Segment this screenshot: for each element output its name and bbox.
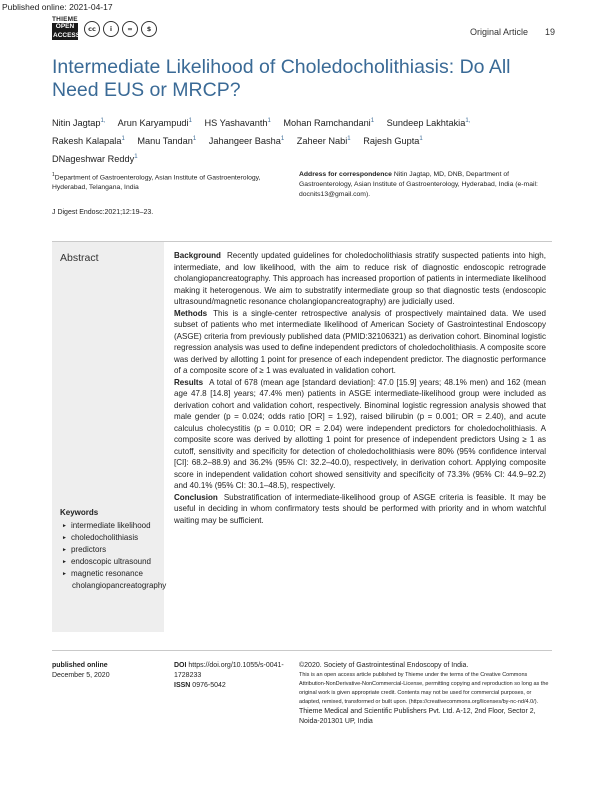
footer-divider: [52, 650, 552, 651]
issn: ISSN 0976-5042: [174, 682, 226, 689]
correspondence-address: [299, 170, 549, 200]
author: Jahangeer Basha$^1$: [208, 136, 285, 147]
abstract-heading: Abstract: [60, 252, 99, 264]
keyword-item: ► predictors: [60, 544, 170, 556]
published-online-banner: Published online: 2021-04-17: [2, 2, 113, 12]
non-commercial-icon: $: [141, 21, 157, 37]
abstract-methods: Methods This is a single-center retrospective analysis of prospectively maintained data. We used subset of patients who met intermediate likelihood of American Society of Gastrointestinal Endoscopy (ASGE) criteria from previously published data (PMID:32106321) as derivation cohort. Binominal logistic regression analysis was used to define independent predictors of choledocholithiasis. A composite score was derived by allotting 1 point for presence of each independent predictor. The diagnostic performance of a composite score of ≥ 1 was evaluated in validation cohort.: [174, 308, 546, 375]
abstract-background: Background Recently updated guidelines for choledocholithiasis stratify suspected patients into high, intermediate, and low likelihood, with the aim to reduce risk of diagnostic endoscopic retrograde cholangiopancreatography. This approach has increased proportion of patients in intermediate likelihood making it heterogenous. We aim to substratify intermediate group so that diagnostic tests (endoscopic ultrasound/magnetic resonance cholangiopancreatography) are judicially used.: [174, 251, 546, 306]
author: DNageshwar Reddy$^1$: [52, 154, 138, 165]
logo-line2: OPEN: [52, 23, 78, 32]
article-title: Intermediate Likelihood of Choledocholithiasis: Do All Need EUS or MRCP?: [52, 56, 511, 101]
correspondence-text: Nitin Jagtap, MD, DNB, Department of Gastroenterology, Asian Institute of Gastroenterology, Hyderabad, India (e-mail: docnits13@gmail.com).: [299, 171, 538, 198]
logo-line3: ACCESS: [53, 31, 81, 39]
keyword-item: ► endoscopic ultrasound: [60, 556, 170, 568]
license-statement: This is an open access article published by Thieme under the terms of the Creative Commons Attribution-NonDerivative-NonCommercial-License, permitting copying and reproduction so long as the original work is given appropriate credit. Contents may not be used for commercial purposes, or adapted, remixed, transformed or built upon. (https://creativecommons.org/licenses/by-nc-nd/4.0/).: [299, 672, 549, 705]
logo-line1: THIEME: [52, 16, 78, 23]
published-online-label: published online: [52, 662, 108, 669]
abstract-results: Results A total of 678 (mean age [standard deviation]: 47.0 [15.9] years; 48.1% men) and 162 (mean age 47.8 [14.8] years; 47.4% men) patients in ASGE intermediate-likelihood group were included as derivation cohort and validation cohort, respectively. Binominal logistic regression analysis showed that male gender (p = 0.024; odds ratio [OR] = 1.92), raised bilirubin (p = 0.001; OR = 2.40), and acute calculus cholecystitis (p = 0.010; OR = 2.04) were independent predictors for choledocholithiasis. A composite score was derived by allotting 1 point for presence of independent predictors Using ≥ 1 as cutoff, sensitivity and specificity for detection of choledocholithiasis were 80% (95% confidence interval [CI]: 68.2–88.9) and 36.2% (95% CI: 32.2–40.0), respectively, in derivation cohort. Applying composite score in independent validation cohort showed sensitivity and specificity of 73.3% (95% CI: 44.9–92.2) and 40.1% (95% CI: 30.1–48.5), respectively.: [174, 377, 546, 490]
doi-link[interactable]: https://doi.org/10.1055/s-0041-1728233: [174, 662, 284, 679]
author-list: [52, 113, 552, 167]
abstract-conclusion: Conclusion Substratification of intermediate-likelihood group of ASGE criteria is feasible. It may be useful in deciding in whom confirmatory tests should be performed with priority and in whom watchful waiting may be sufficient.: [174, 492, 546, 525]
creative-commons-badges: [84, 21, 157, 37]
keywords-heading: Keywords: [60, 508, 99, 517]
keyword-item: ► magnetic resonance cholangiopancreatography: [60, 568, 170, 592]
keywords-list: [60, 520, 170, 592]
affiliation: $^1$Department of Gastroenterology, Asian Institute of Gastroenterology, Hyderabad, Telangana, India: [52, 172, 261, 192]
abstract-body: [174, 250, 546, 526]
author: Rajesh Gupta$^1$: [363, 136, 423, 147]
author: Manu Tandan$^1$: [137, 136, 197, 147]
footer-copyright: [299, 661, 552, 727]
copyright-line: ©2020. Society of Gastrointestinal Endoscopy of India.: [299, 662, 469, 669]
cc-icon: cc: [84, 21, 100, 37]
author: Sundeep Lakhtakia$^{1,}$: [386, 118, 471, 129]
footer-identifiers: [174, 661, 284, 691]
published-online-date: December 5, 2020: [52, 672, 110, 679]
author: Zaheer Nabi$^1$: [296, 136, 351, 147]
running-header: [470, 27, 528, 37]
author: Arun Karyampudi$^1$: [117, 118, 192, 129]
footer-published: [52, 661, 162, 681]
page-number: 19: [544, 27, 555, 37]
publisher-address: Thieme Medical and Scientific Publishers Pvt. Ltd. A-12, 2nd Floor, Sector 2, Noida-201301 UP, India: [299, 708, 536, 725]
thieme-open-access-logo: [52, 16, 81, 42]
correspondence-label: Address for correspondence: [299, 171, 392, 178]
journal-citation: J Digest Endosc:2021;12:19–23.: [52, 209, 154, 216]
author: HS Yashavanth$^1$: [204, 118, 271, 129]
attribution-icon: i: [103, 21, 119, 37]
article-type: Original Article: [469, 27, 528, 37]
keyword-item: ► choledocholithiasis: [60, 532, 170, 544]
keyword-item: ► intermediate likelihood: [60, 520, 170, 532]
author: Nitin Jagtap$^{1,}$: [52, 118, 106, 129]
author: Mohan Ramchandani$^1$: [283, 118, 375, 129]
author: Rakesh Kalapala$^1$: [52, 136, 125, 147]
doi: DOI https://doi.org/10.1055/s-0041-1728233: [174, 662, 284, 679]
no-derivatives-icon: =: [122, 21, 138, 37]
